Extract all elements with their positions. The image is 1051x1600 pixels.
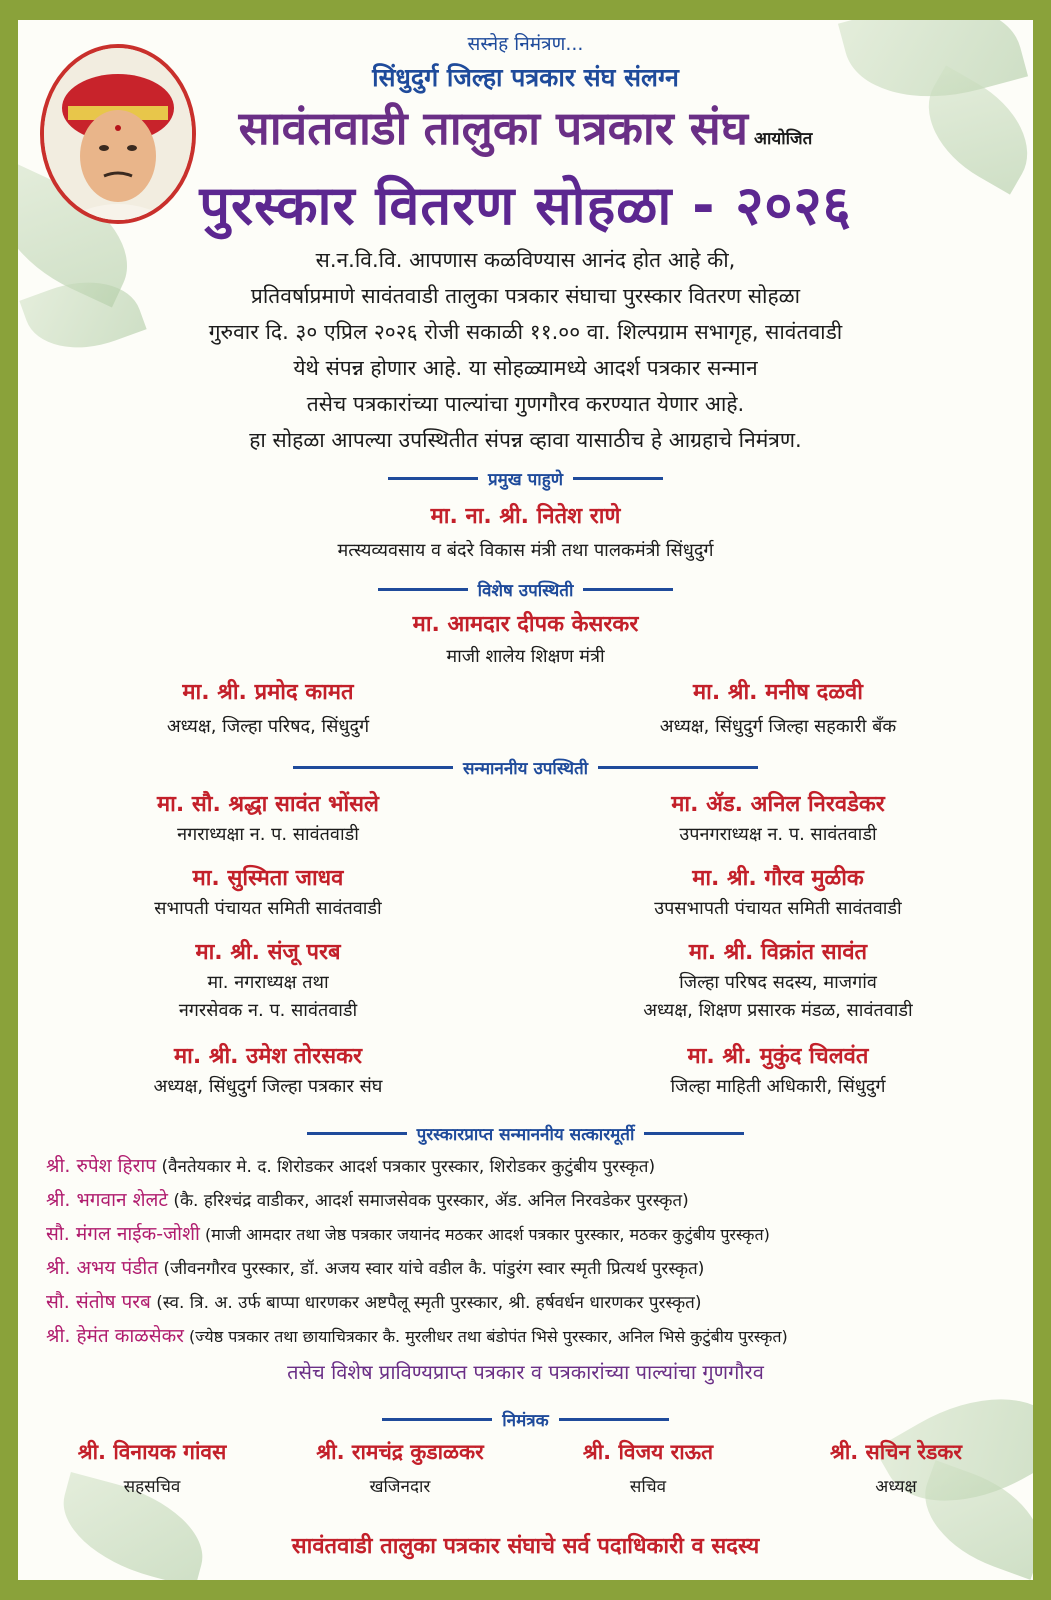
honored-role: उपनगराध्यक्ष न. प. सावंतवाडी bbox=[679, 824, 877, 845]
award-item: श्री. अभय पंडीत (जीवनगौरव पुरस्कार, डॉ. अजय स्वार यांचे वडील कै. पांडुरंग स्वार स्मृती प्रित्यर्थ पुरस्कृत) bbox=[46, 1257, 705, 1279]
footer-line: सावंतवाडी तालुका पत्रकार संघाचे सर्व पदाधिकारी व सदस्य bbox=[291, 1534, 760, 1559]
hosts-heading: निमंत्रक bbox=[18, 1408, 1033, 1431]
event-title: पुरस्कार वितरण सोहळा - २०२६ bbox=[199, 174, 852, 237]
organization-title: सावंतवाडी तालुका पत्रकार संघ आयोजित bbox=[238, 101, 813, 155]
intro-line: प्रतिवर्षाप्रमाणे सावंतवाडी तालुका पत्रकार संघाचा पुरस्कार वितरण सोहळा bbox=[250, 284, 801, 308]
award-item: श्री. हेमंत काळसेकर (ज्येष्ठ पत्रकार तथा छायाचित्रकार कै. मुरलीधर तथा बंडोपंत भिसे पुरस्कार, अनिल भिसे कुटुंबीय पुरस्कृत) bbox=[46, 1325, 788, 1347]
award-item: सौ. मंगल नाईक-जोशी (माजी आमदार तथा जेष्ठ पत्रकार जयानंद मठकर आदर्श पत्रकार पुरस्कार, मठकर कुटुंबीय पुरस्कृत) bbox=[46, 1223, 770, 1245]
intro-line: हा सोहळा आपल्या उपस्थितीत संपन्न व्हावा यासाठीच हे आग्रहाचे निमंत्रण. bbox=[249, 428, 802, 452]
honored-right-3 bbox=[528, 936, 1028, 1022]
honored-role: अध्यक्ष, शिक्षण प्रसारक मंडळ, सावंतवाडी bbox=[643, 1000, 913, 1021]
honored-left-1 bbox=[18, 788, 518, 846]
organized-by-label: आयोजित bbox=[753, 129, 813, 149]
awards-note: तसेच विशेष प्राविण्यप्राप्त पत्रकार व पत्रकारांच्या पाल्यांचा गुणगौरव bbox=[287, 1360, 764, 1384]
affiliation-line: सिंधुदुर्ग जिल्हा पत्रकार संघ संलग्न bbox=[372, 63, 679, 92]
honored-role: नगरसेवक न. प. सावंतवाडी bbox=[178, 1000, 358, 1021]
honored-left-4 bbox=[18, 1040, 518, 1098]
chief-guest-name: मा. ना. श्री. नितेश राणे bbox=[430, 504, 621, 529]
honored-name: मा. श्री. गौरव मुळीक bbox=[692, 866, 864, 891]
honored-right-1 bbox=[528, 788, 1028, 846]
special-heading: विशेष उपस्थिती bbox=[18, 578, 1033, 601]
honored-role: जिल्हा परिषद सदस्य, माजगांव bbox=[679, 972, 877, 993]
honored-left-2 bbox=[18, 862, 518, 920]
award-item: श्री. रुपेश हिराप (वैनतेयकार मे. द. शिरोडकर आदर्श पत्रकार पुरस्कार, शिरोडकर कुटुंबीय पुरस्कृत) bbox=[46, 1155, 656, 1177]
special-right bbox=[528, 676, 1028, 738]
special-left-name: मा. श्री. प्रमोद कामत bbox=[182, 680, 354, 705]
honored-name: मा. श्री. मुकुंद चिलवंत bbox=[687, 1044, 869, 1069]
intro-line: गुरुवार दि. ३० एप्रिल २०२६ रोजी सकाळी ११.०० वा. शिल्पग्राम सभागृह, सावंतवाडी bbox=[208, 320, 843, 344]
special-left-role: अध्यक्ष, जिल्हा परिषद, सिंधुदुर्ग bbox=[166, 716, 370, 737]
honored-right-4 bbox=[528, 1040, 1028, 1098]
honored-role: अध्यक्ष, सिंधुदुर्ग जिल्हा पत्रकार संघ bbox=[153, 1076, 383, 1097]
invitation-card bbox=[18, 20, 1033, 1580]
intro-line: तसेच पत्रकारांच्या पाल्यांचा गुणगौरव करण्यात येणार आहे. bbox=[306, 392, 745, 416]
host-item: श्री. रामचंद्र कुडाळकर खजिनदार bbox=[316, 1440, 484, 1497]
special-left bbox=[18, 676, 518, 738]
intro-line: येथे संपन्न होणार आहे. या सोहळ्यामध्ये आदर्श पत्रकार सन्मान bbox=[293, 356, 758, 380]
chief-guest-heading: प्रमुख पाहुणे bbox=[18, 467, 1033, 490]
honored-role: सभापती पंचायत समिती सावंतवाडी bbox=[154, 898, 382, 919]
special-right-name: मा. श्री. मनीष दळवी bbox=[693, 680, 863, 705]
host-item: श्री. विनायक गांवस सहसचिव bbox=[77, 1440, 227, 1497]
chief-guest-role: मत्स्यव्यवसाय व बंदरे विकास मंत्री तथा पालकमंत्री सिंधुदुर्ग bbox=[337, 540, 714, 561]
intro-line: स.न.वि.वि. आपणास कळविण्यास आनंद होत आहे की, bbox=[315, 248, 736, 272]
awards-heading: पुरस्कारप्राप्त सन्माननीय सत्कारमूर्ती bbox=[18, 1122, 1033, 1145]
honored-role: नगराध्यक्षा न. प. सावंतवाडी bbox=[177, 824, 359, 845]
honored-role: उपसभापती पंचायत समिती सावंतवाडी bbox=[654, 898, 902, 919]
honored-heading: सन्माननीय उपस्थिती bbox=[18, 756, 1033, 779]
honored-name: मा. श्री. विक्रांत सावंत bbox=[688, 940, 868, 965]
host-item: श्री. विजय राऊत सचिव bbox=[582, 1440, 714, 1497]
honored-name: मा. श्री. संजू परब bbox=[195, 940, 341, 965]
honored-role: जिल्हा माहिती अधिकारी, सिंधुदुर्ग bbox=[670, 1076, 886, 1097]
award-item: सौ. संतोष परब (स्व. त्रि. अ. उर्फ बाप्पा धारणकर अष्टपैलू स्मृती पुरस्कार, श्री. हर्षवर्धन धारणकर पुरस्कृत) bbox=[46, 1291, 702, 1313]
special-main-name: मा. आमदार दीपक केसरकर bbox=[412, 612, 639, 637]
honored-right-2 bbox=[528, 862, 1028, 920]
host-item: श्री. सचिन रेडकर अध्यक्ष bbox=[829, 1440, 963, 1497]
honored-name: मा. श्री. उमेश तोरसकर bbox=[174, 1044, 362, 1069]
honored-name: मा. सौ. श्रद्धा सावंत भोंसले bbox=[157, 792, 379, 817]
invite-label: सस्नेह निमंत्रण... bbox=[467, 33, 584, 55]
honored-name: मा. सुस्मिता जाधव bbox=[192, 866, 344, 891]
special-main-role: माजी शालेय शिक्षण मंत्री bbox=[446, 646, 605, 667]
honored-name: मा. ॲड. अनिल निरवडेकर bbox=[671, 792, 885, 817]
award-item: श्री. भगवान शेलटे (कै. हरिश्चंद्र वाडीकर, आदर्श समाजसेवक पुरस्कार, ॲड. अनिल निरवडेकर पुरस्कृत) bbox=[46, 1189, 689, 1211]
honored-role: मा. नगराध्यक्ष तथा bbox=[207, 972, 329, 993]
honored-left-3 bbox=[18, 936, 518, 1022]
special-right-role: अध्यक्ष, सिंधुदुर्ग जिल्हा सहकारी बँक bbox=[659, 716, 897, 737]
